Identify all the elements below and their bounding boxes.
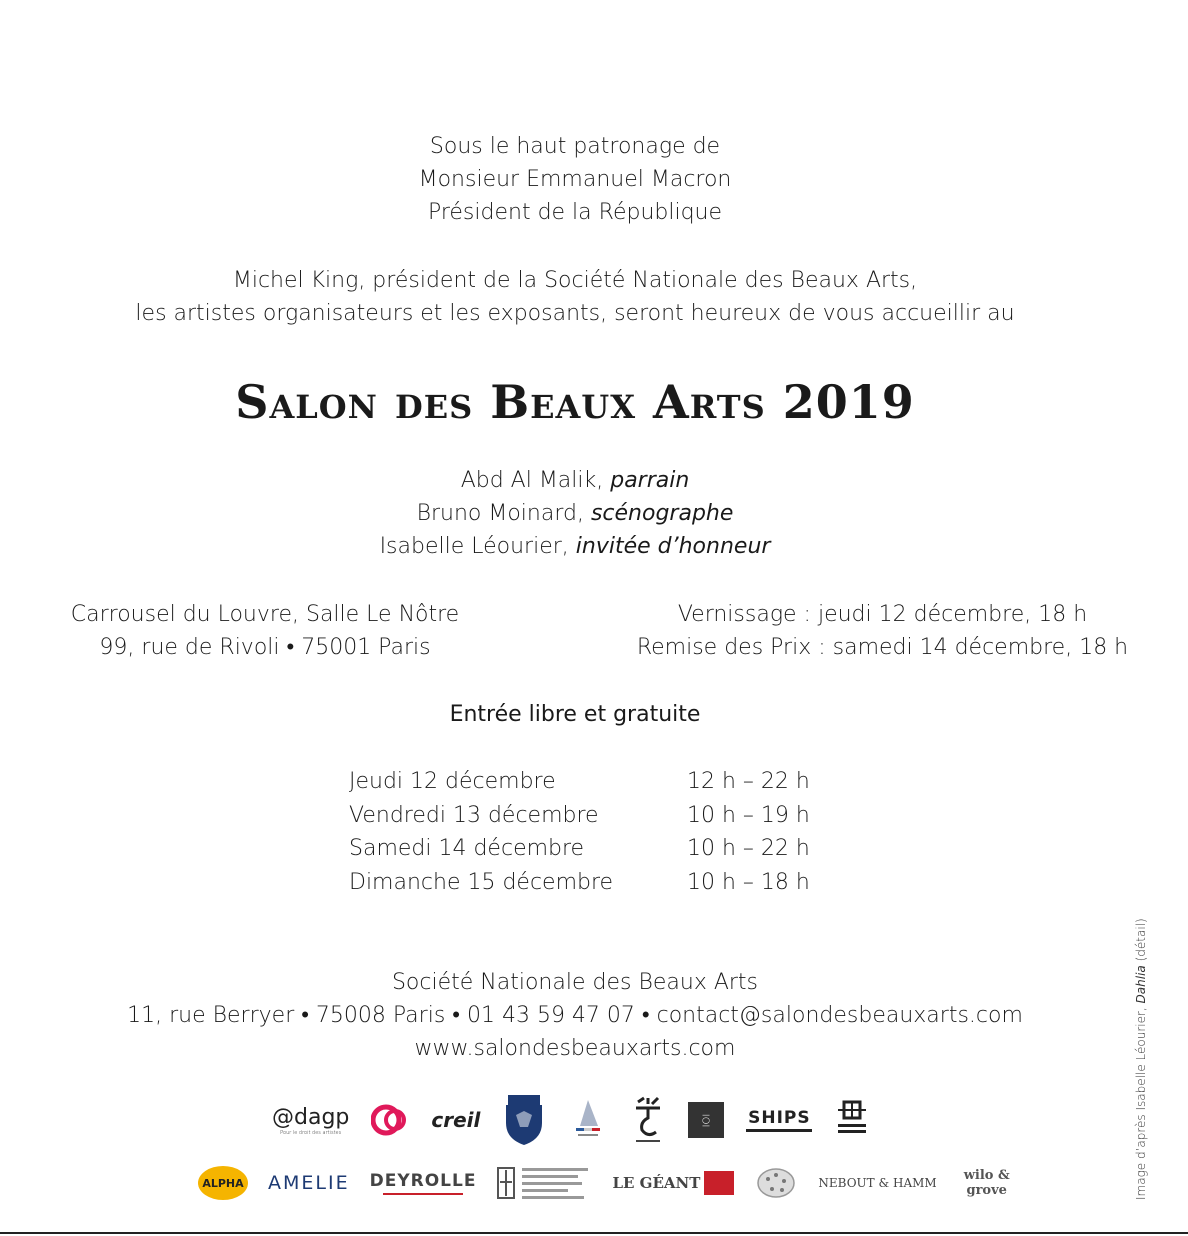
guest-line — [0, 497, 1150, 530]
guest-role: invitée d’honneur — [575, 534, 771, 559]
sponsor-logos-top — [272, 1090, 870, 1150]
le-geant-logo — [612, 1171, 734, 1195]
guest-name: Isabelle Léourier, — [379, 534, 576, 559]
wilo-grove-wordmark: wilo & grove — [963, 1168, 1010, 1198]
wilo-grove-logo — [957, 1168, 1017, 1198]
alpha-wordmark: ALPHA — [202, 1176, 244, 1190]
io-logo — [688, 1102, 724, 1138]
leopard-logo — [754, 1163, 798, 1203]
guest-name: Abd Al Malik, — [460, 468, 611, 493]
guest-name: Bruno Moinard, — [416, 501, 591, 526]
vernissage-line: Vernissage : jeudi 12 décembre, 18 h — [677, 602, 1088, 627]
contact-address: 11, rue Berryer • 75008 Paris • 01 43 59 47 07 • contact@salondesbeauxarts.com — [127, 1003, 1023, 1028]
event-title: Salon des Beaux Arts 2019 — [235, 375, 915, 429]
adagp-tagline: Pour le droit des artistes — [280, 1129, 342, 1136]
venue-line-2: 99, rue de Rivoli • 75001 Paris — [99, 635, 431, 660]
bottom-rule — [0, 1232, 1188, 1234]
contact-block — [0, 966, 1150, 1065]
ships-logo — [746, 1108, 812, 1132]
marianne-icon — [568, 1098, 608, 1142]
chinese-emblem-icon — [834, 1100, 870, 1140]
venue-line-1: Carrousel du Louvre, Salle Le Nôtre — [70, 602, 460, 627]
gakuten-logo — [630, 1094, 666, 1146]
nebout-hamm-wordmark: NEBOUT & HAMM — [818, 1176, 937, 1190]
prize-line: Remise des Prix : samedi 14 décembre, 18 h — [636, 635, 1129, 660]
le-geant-wordmark: LE GÉANT — [612, 1174, 701, 1192]
patronage-line-3: Président de la République — [427, 200, 723, 225]
hours-day: Samedi 14 décembre — [349, 836, 585, 861]
ships-wordmark: SHIPS — [748, 1108, 811, 1128]
guest-line — [0, 530, 1150, 563]
chinese-travel-logo — [834, 1100, 870, 1140]
guest-role: parrain — [610, 468, 690, 493]
entry-notice: Entrée libre et gratuite — [449, 702, 701, 727]
patronage-block — [0, 130, 1150, 229]
contact-org: Société Nationale des Beaux Arts — [391, 970, 759, 995]
cp-logo — [371, 1101, 409, 1139]
hours-day: Vendredi 13 décembre — [349, 802, 599, 828]
deyrolle-wordmark: DEYROLLE — [369, 1171, 477, 1191]
cp-emblem-icon — [371, 1101, 409, 1139]
hours-day: Dimanche 15 décembre — [349, 869, 614, 895]
events-block — [620, 598, 1145, 664]
welcome-line-2: les artistes organisateurs et les exposants, seront heureux de vous accueillir au — [135, 301, 1015, 326]
welcome-line-1: Michel King, président de la Société Nationale des Beaux Arts, — [232, 268, 918, 293]
hours-time: 12 h – 22 h — [687, 769, 810, 794]
gakuten-glyph-icon — [630, 1094, 666, 1146]
amelie-logo — [268, 1172, 350, 1194]
patronage-line-1: Sous le haut patronage de — [429, 134, 721, 159]
amelie-wordmark: AMELIE — [268, 1172, 350, 1194]
credit-prefix: Image d’après Isabelle Léourier, — [1134, 1003, 1148, 1200]
sponsor-logos-bottom — [198, 1158, 1017, 1208]
adagp-wordmark: @dagp — [272, 1104, 350, 1130]
credit-suffix: (détail) — [1134, 918, 1148, 966]
venue-block — [40, 598, 490, 664]
hours-day: Jeudi 12 décembre — [349, 769, 556, 794]
guest-line — [0, 464, 1150, 497]
contact-website[interactable]: www.salondesbeauxarts.com — [414, 1036, 736, 1061]
ecole-normale-logo — [496, 1162, 592, 1204]
deyrolle-logo — [370, 1171, 477, 1195]
hours-row — [349, 866, 809, 900]
hours-row — [349, 765, 809, 799]
ecole-normale-crest-icon — [496, 1162, 592, 1204]
opening-hours — [349, 765, 809, 899]
patronage-line-2: Monsieur Emmanuel Macron — [418, 167, 732, 192]
creil-wordmark: creil — [431, 1108, 481, 1132]
hours-time: 10 h – 22 h — [687, 836, 810, 861]
creil-logo — [431, 1108, 480, 1132]
guest-role: scénographe — [590, 501, 734, 526]
image-credit — [1134, 918, 1148, 1200]
adagp-logo — [272, 1105, 349, 1136]
hours-time: 10 h – 19 h — [687, 802, 810, 828]
credit-work: Dahlia — [1134, 965, 1148, 1004]
io-wordmark: IOI — [700, 1113, 712, 1127]
hours-row — [349, 832, 809, 866]
coat-of-arms-icon — [502, 1093, 546, 1147]
marianne-logo — [568, 1098, 608, 1142]
nebout-hamm-logo — [818, 1176, 936, 1190]
hours-time: 10 h – 18 h — [687, 869, 810, 895]
alpha-taxis-logo — [198, 1166, 248, 1200]
crest-logo — [502, 1093, 546, 1147]
welcome-block — [0, 264, 1150, 330]
guests-block — [0, 464, 1150, 563]
hours-row — [349, 799, 809, 833]
leopard-icon — [754, 1163, 798, 1203]
